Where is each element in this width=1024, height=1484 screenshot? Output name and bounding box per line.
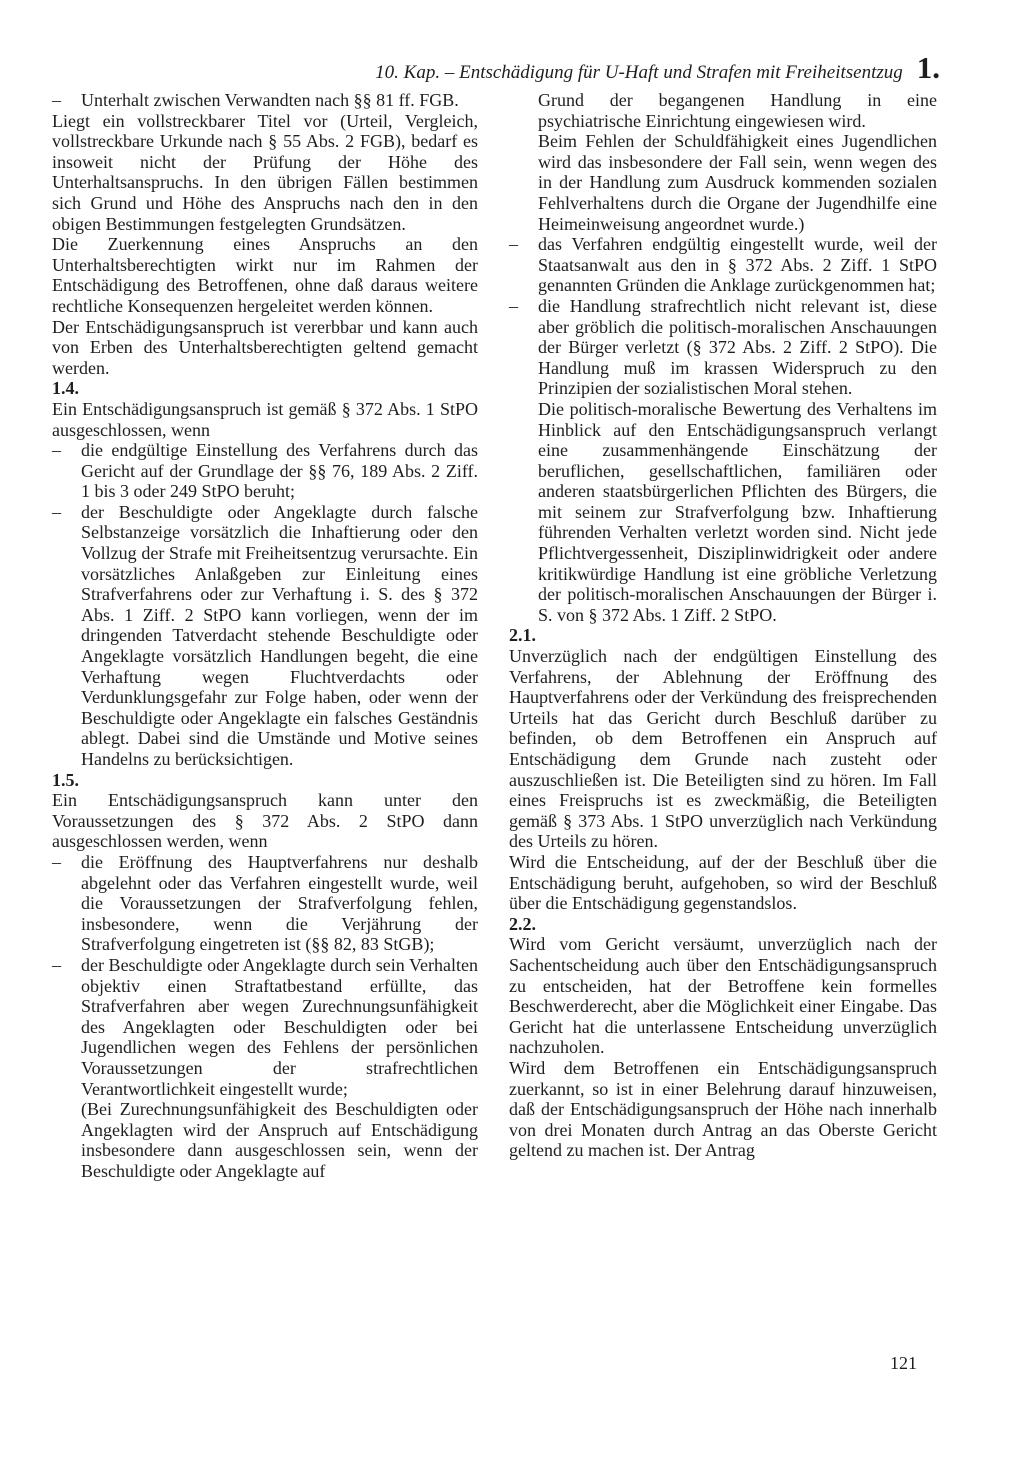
running-title: 10. Kap. – Entschädigung für U-Haft und Strafen mit Freiheitsentzug <box>375 62 903 83</box>
chapter-number: 1. <box>916 50 940 85</box>
list-item: – der Beschuldigte oder Angeklagte durch sein Verhalten objektiv einen Straftatbestand erfüllte, das Strafverfahren aber wegen Zurechnungsunfähigkeit des Angeklagten oder Beschuldigten oder bei Jugendlichen wegen des Fehlens der persönlichen Voraussetzungen der strafrechtlichen Verantwortlichkeit eingestellt wurde; <box>52 955 478 1099</box>
paragraph-continuation: Grund der begangenen Handlung in eine psychiatrische Einrichtung eingewiesen wird. <box>538 90 937 131</box>
section-heading-1-5: 1.5. <box>52 769 79 790</box>
paragraph-continuation: Die politisch-moralische Bewertung des Verhaltens im Hinblick auf den Entschädigungsanspruch verlangt eine zusammenhängende Einschätzung der beruflichen, gesellschaftlichen, familiären oder anderen staatsbürgerlichen Pflichten des Bürgers, die mit seinem zur Strafverfolgung bzw. Inhaftierung führenden Verhalten verletzt worden sind. Nicht jede Pflichtvergessenheit, Disziplinwidrigkeit oder andere kritikwürdige Handlung ist eine gröbliche Verletzung der politisch-moralischen Anschauungen der Bürger i. S. von § 372 Abs. 1 Ziff. 2 StPO. <box>538 398 937 625</box>
section-heading-1-4: 1.4. <box>52 378 79 399</box>
paragraph: Liegt ein vollstreckbarer Titel vor (Urteil, Vergleich, vollstreckbare Urkunde nach § 55 Abs. 2 FGB), bedarf es insoweit nicht der Prüfung der Höhe des Unterhaltsanspruchs. In den übrigen Fällen bestimmen sich Grund und Höhe des Anspruchs nach den in den obigen Bestimmungen festgelegten Grundsätzen. <box>52 110 478 234</box>
left-column <box>52 90 478 1181</box>
list-item: – die Eröffnung des Hauptverfahrens nur deshalb abgelehnt oder das Verfahren eingestellt wurde, weil die Voraussetzungen der Strafverfolgung fehlen, insbesondere, wenn die Verjährung der Strafverfolgung eingetreten ist (§§ 82, 83 StGB); <box>52 852 478 955</box>
paragraph-continuation: Beim Fehlen der Schuldfähigkeit eines Jugendlichen wird das insbesondere der Fall sein, wenn wegen des in der Handlung zum Ausdruck kommenden sozialen Fehlverhaltens durch die Organe der Jugendhilfe eine Heimeinweisung angeordnet wurde.) <box>538 131 937 234</box>
paragraph: Ein Entschädigungsanspruch ist gemäß § 372 Abs. 1 StPO ausgeschlossen, wenn <box>52 398 478 440</box>
page-number: 121 <box>890 1353 917 1373</box>
paragraph: Die Zuerkennung eines Anspruchs an den Unterhaltsberechtigten wirkt nur im Rahmen der Entschädigung des Betroffenen, ohne daß daraus weitere rechtliche Konsequenzen hergeleitet werden können. <box>52 234 478 316</box>
list-item: – Unterhalt zwischen Verwandten nach §§ 81 ff. FGB. <box>52 90 478 111</box>
paragraph: Der Entschädigungsanspruch ist vererbbar und kann auch von Erben des Unterhaltsberechtigten geltend gemacht werden. <box>52 316 478 378</box>
list-item: – die endgültige Einstellung des Verfahrens durch das Gericht auf der Grundlage der §§ 76, 189 Abs. 2 Ziff. 1 bis 3 oder 249 StPO beruht; <box>52 440 478 502</box>
paragraph: Wird dem Betroffenen ein Entschädigungsanspruch zuerkannt, so ist in einer Belehrung darauf hinzuweisen, daß der Entschädigungsanspruch der Höhe nach innerhalb von drei Monaten durch Antrag an das Oberste Gericht geltend zu machen ist. Der Antrag <box>509 1057 937 1161</box>
paragraph: Unverzüglich nach der endgültigen Einstellung des Verfahrens, der Ablehnung der Eröffnung des Hauptverfahrens oder der Verkündung des freisprechenden Urteils hat das Gericht durch Beschluß darüber zu befinden, ob dem Betroffenen ein Anspruch auf Entschädigung dem Grunde nach zusteht oder auszuschließen ist. Die Beteiligten sind zu hören. Im Fall eines Freispruchs ist es zweckmäßig, die Beteiligten gemäß § 373 Abs. 1 StPO unverzüglich nach Verkündung des Urteils zu hören. <box>509 646 937 852</box>
paragraph: Wird vom Gericht versäumt, unverzüglich nach der Sachentscheidung auch über den Entschädigungsanspruch zu entscheiden, hat der Betroffene kein formelles Beschwerderecht, aber die Möglichkeit einer Eingabe. Das Gericht hat die unterlassene Entscheidung unverzüglich nachzuholen. <box>509 934 937 1058</box>
section-heading-2-2: 2.2. <box>509 913 536 934</box>
running-header <box>300 50 940 86</box>
list-item: – das Verfahren endgültig eingestellt wurde, weil der Staatsanwalt aus den in § 372 Abs. 2 Ziff. 1 StPO genannten Gründen die Anklage zurückgenommen hat; <box>509 234 937 296</box>
list-item: – der Beschuldigte oder Angeklagte durch falsche Selbstanzeige vorsätzlich die Inhaftierung oder den Vollzug der Strafe mit Freiheitsentzug verursachte. Ein vorsätzliches Anlaßgeben zur Einleitung eines Strafverfahrens oder zur Verhaftung i. S. des § 372 Abs. 1 Ziff. 2 StPO kann vorliegen, wenn der im dringenden Tatverdacht stehende Beschuldigte oder Angeklagte vorsätzlich Handlungen begeht, die eine Verhaftung wegen Fluchtverdachts oder Verdunklungsgefahr zur Folge haben, oder wenn der Beschuldigte oder Angeklagte ein falsches Geständnis ablegt. Dabei sind die Umstände und Motive seines Handelns zu berücksichtigen. <box>52 502 478 770</box>
right-column <box>509 90 937 1161</box>
section-heading-2-1: 2.1. <box>509 625 536 646</box>
list-item: – die Handlung strafrechtlich nicht relevant ist, diese aber gröblich die politisch-moralischen Anschauungen der Bürger verletzt (§ 372 Abs. 2 Ziff. 2 StPO). Die Handlung muß im krassen Widerspruch zu den Prinzipien der sozialistischen Moral stehen. <box>509 296 937 399</box>
paragraph: Wird die Entscheidung, auf der der Beschluß über die Entschädigung beruht, aufgehoben, so wird der Beschluß über die Entschädigung gegenstandslos. <box>509 851 937 914</box>
parenthetical-note: (Bei Zurechnungsunfähigkeit des Beschuldigten oder Angeklagten wird der Anspruch auf Entschädigung insbesondere dann ausgeschlossen sein, wenn der Beschuldigte oder Angeklagte auf <box>81 1099 478 1181</box>
paragraph: Ein Entschädigungsanspruch kann unter den Voraussetzungen des § 372 Abs. 2 StPO dann ausgeschlossen werden, wenn <box>52 790 478 852</box>
